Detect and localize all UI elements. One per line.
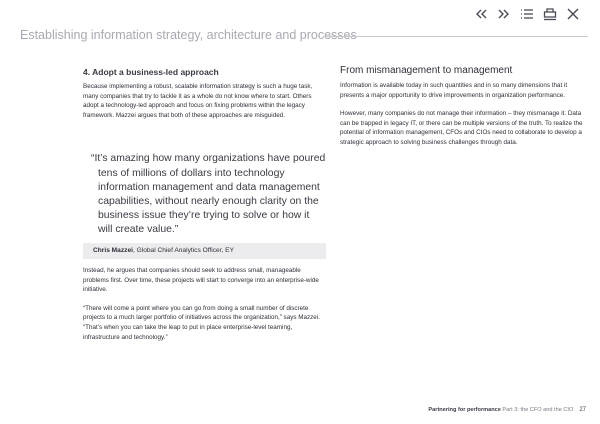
double-chevron-right-icon[interactable] bbox=[497, 7, 511, 21]
left-paragraph-3: “There will come a point where you can go from doing a small number of discrete projects to a much larger portfolio of initiatives across the organization,” says Mazzei. “That’s when you can take the leap to put in place enterprise-level teaming, infrastructure and technology.” bbox=[83, 304, 320, 341]
quote-attribution bbox=[83, 243, 326, 259]
close-icon[interactable] bbox=[566, 7, 580, 21]
page-footer bbox=[428, 407, 586, 413]
section-title: Establishing information strategy, architecture and processes bbox=[20, 28, 357, 42]
right-heading: From mismanagement to management bbox=[340, 65, 513, 76]
left-column-lower bbox=[83, 266, 326, 342]
title-divider bbox=[323, 36, 588, 37]
right-paragraph-1: Information is available today in such quantities and in so many dimensions that it presents a major opportunity to drive improvements in organization performance. bbox=[340, 82, 568, 99]
print-icon[interactable] bbox=[543, 7, 557, 21]
page-number: 27 bbox=[579, 407, 586, 413]
double-chevron-left-icon[interactable] bbox=[474, 7, 488, 21]
footer-publication: Partnering for performance bbox=[428, 407, 501, 413]
right-paragraph-2: However, many companies do not manage their information – they mismanage it. Data can be trapped in legacy IT, or there can be multiple versions of the truth. To realize the potential of information management, CFOs and CIOs need to collaborate to develop a strategic approach to solving business challenges through data. bbox=[340, 110, 583, 146]
attribution-role: , Global Chief Analytics Officer, EY bbox=[132, 246, 234, 254]
left-paragraph-1: Because implementing a robust, scalable information strategy is such a huge task, many companies that try to tackle it as a whole do not know where to start. Others adopt a technology-led approach and focus on fixing problems within the legacy framework. Mazzei argues that both of these approaches are misguided. bbox=[83, 83, 313, 119]
attribution-name: Chris Mazzei bbox=[93, 246, 133, 254]
footer-part: Part 3: the CFO and the CIO bbox=[500, 407, 574, 413]
list-icon[interactable] bbox=[520, 7, 534, 21]
left-paragraph-2: Instead, he argues that companies should seek to address small, manageable problems first. Over time, these projects will start to converge into an enterprise-wide initiative. bbox=[83, 267, 319, 294]
left-column bbox=[83, 67, 326, 259]
top-navigation bbox=[474, 7, 580, 21]
left-subheading: 4. Adopt a business-led approach bbox=[83, 67, 219, 77]
pull-quote-text: “It’s amazing how many organizations have poured tens of millions of dollars into technology information management and data management capabilities, without nearly enough clarity on the business issue they’re trying to solve or how it will create value.” bbox=[91, 153, 326, 236]
pull-quote bbox=[83, 152, 326, 258]
right-column bbox=[340, 65, 585, 148]
